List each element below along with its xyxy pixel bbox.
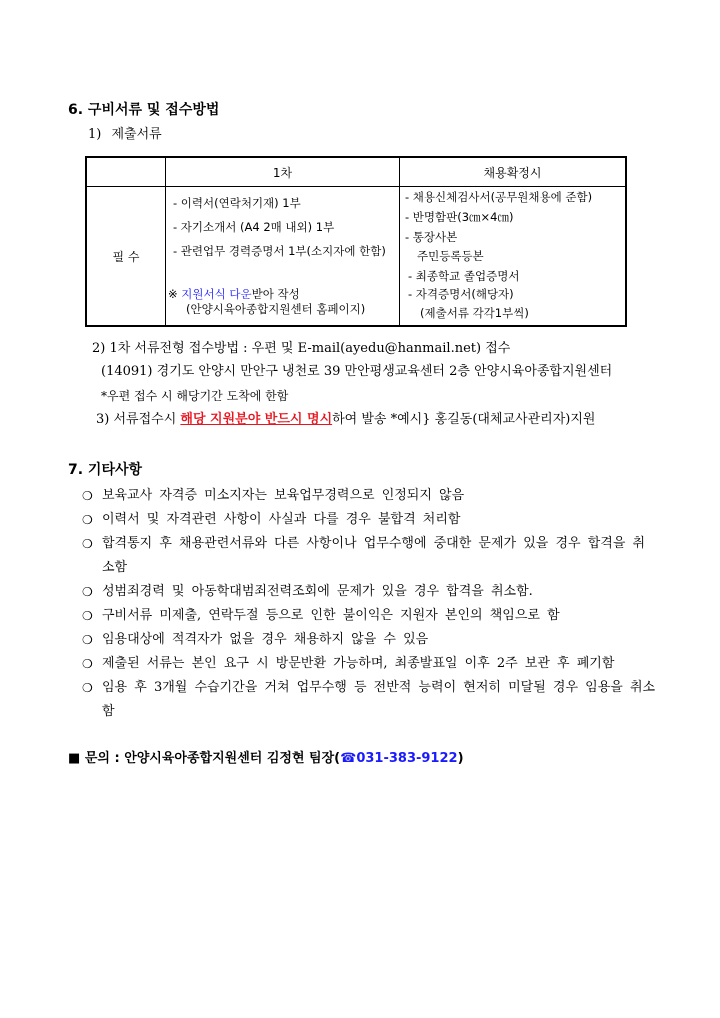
mailing-address: (14091) 경기도 안양시 만안구 냉천로 39 만안평생교육센터 2층 안양시육아종합지원센터 [101,364,613,379]
first-round-item: - 자기소개서 (A4 2매 내외) 1부 [173,220,335,234]
field-note-prefix: 3) 서류접수시 [96,412,181,427]
bullet-circle: ❍ [82,681,93,695]
list-item-text: 제출된 서류는 본인 요구 시 방문반환 가능하며, 최종발표일 이후 2주 보관 후 폐기함 [102,656,615,671]
list-item-text: 임용대상에 적격자가 없을 경우 채용하지 않을 수 있음 [102,632,429,647]
contact-phone: 031-383-9122 [356,751,458,766]
form-source-note: (안양시육아종합지원센터 홈페이지) [186,302,366,316]
row-label-required: 필 수 [112,249,140,264]
final-item-note: (제출서류 각각1부씩) [420,306,529,320]
note-rest: 받아 작성 [251,287,300,301]
final-item: - 통장사본 [405,230,458,244]
bullet-circle: ❍ [82,489,93,503]
final-item: - 채용신체검사서(공무원채용에 준함) [405,190,593,204]
list-item [82,532,657,580]
square-bullet-icon: ■ [68,751,81,766]
first-round-item: - 이력서(연락처기재) 1부 [173,196,301,210]
bullet-circle: ❍ [82,657,93,671]
form-download-link[interactable]: 지원서식 다운 [181,287,252,301]
phone-icon: ☎ [340,751,357,766]
list-item-text: 임용 후 3개월 수습기간을 거쳐 업무수행 등 전반적 능력이 현저히 미달될 경우 임용을 취소함 [102,680,656,719]
documents-table [85,156,627,327]
notes-list [82,484,657,724]
list-item-text: 보육교사 자격증 미소지자는 보육업무경력으로 인정되지 않음 [102,488,465,503]
bullet-circle: ❍ [82,585,93,599]
final-item: 주민등록등본 [417,249,484,263]
bullet-circle: ❍ [82,513,93,527]
field-note-suffix: 하여 발송 *예시} 홍길동(대체교사관리자)지원 [332,412,596,427]
section-6-heading: 6. 구비서류 및 접수방법 [68,102,220,118]
list-item [82,580,657,604]
list-item-text: 이력서 및 자격관련 사항이 사실과 다를 경우 불합격 처리함 [102,512,461,527]
field-specify-note [96,412,595,428]
final-item: - 최종학교 졸업증명서 [408,269,520,283]
list-item [82,652,657,676]
list-item [82,508,657,532]
bullet-circle: ❍ [82,633,93,647]
first-round-item: - 관련업무 경력증명서 1부(소지자에 한함) [173,244,386,258]
list-item [82,484,657,508]
contact-line [68,750,464,768]
list-item-text: 구비서류 미제출, 연락두절 등으로 인한 불이익은 지원자 본인의 책임으로 함 [102,608,560,623]
field-note-emphasis: 해당 지원분야 반드시 명시 [180,412,333,427]
final-item: - 반명함판(3㎝×4㎝) [405,210,514,224]
header-first-round: 1차 [272,165,293,180]
section-7-heading: 7. 기타사항 [68,462,143,478]
contact-close: ) [457,751,464,766]
application-method: 2) 1차 서류전형 접수방법 : 우편 및 E-mail(ayedu@hanmail.net) 접수 [92,341,511,356]
mail-note: *우편 접수 시 해당기간 도착에 한함 [101,389,289,403]
submission-docs-subheading: 1) 제출서류 [88,127,162,142]
bullet-circle: ❍ [82,537,93,551]
note-mark: ※ [168,287,182,301]
list-item [82,628,657,652]
table-divider [87,186,625,187]
final-item: - 자격증명서(해당자) [408,287,514,301]
header-final: 채용확정시 [483,165,542,180]
bullet-circle: ❍ [82,609,93,623]
contact-label: 문의 : 안양시육아종합지원센터 김정현 팀장( [80,751,341,766]
list-item-text: 합격통지 후 채용관련서류와 다른 사항이나 업무수행에 중대한 문제가 있을 경우 합격을 취소함 [102,536,646,575]
list-item [82,676,657,724]
form-download-note [168,287,300,301]
list-item [82,604,657,628]
list-item-text: 성범죄경력 및 아동학대범죄전력조회에 문제가 있을 경우 합격을 취소함. [102,584,533,599]
